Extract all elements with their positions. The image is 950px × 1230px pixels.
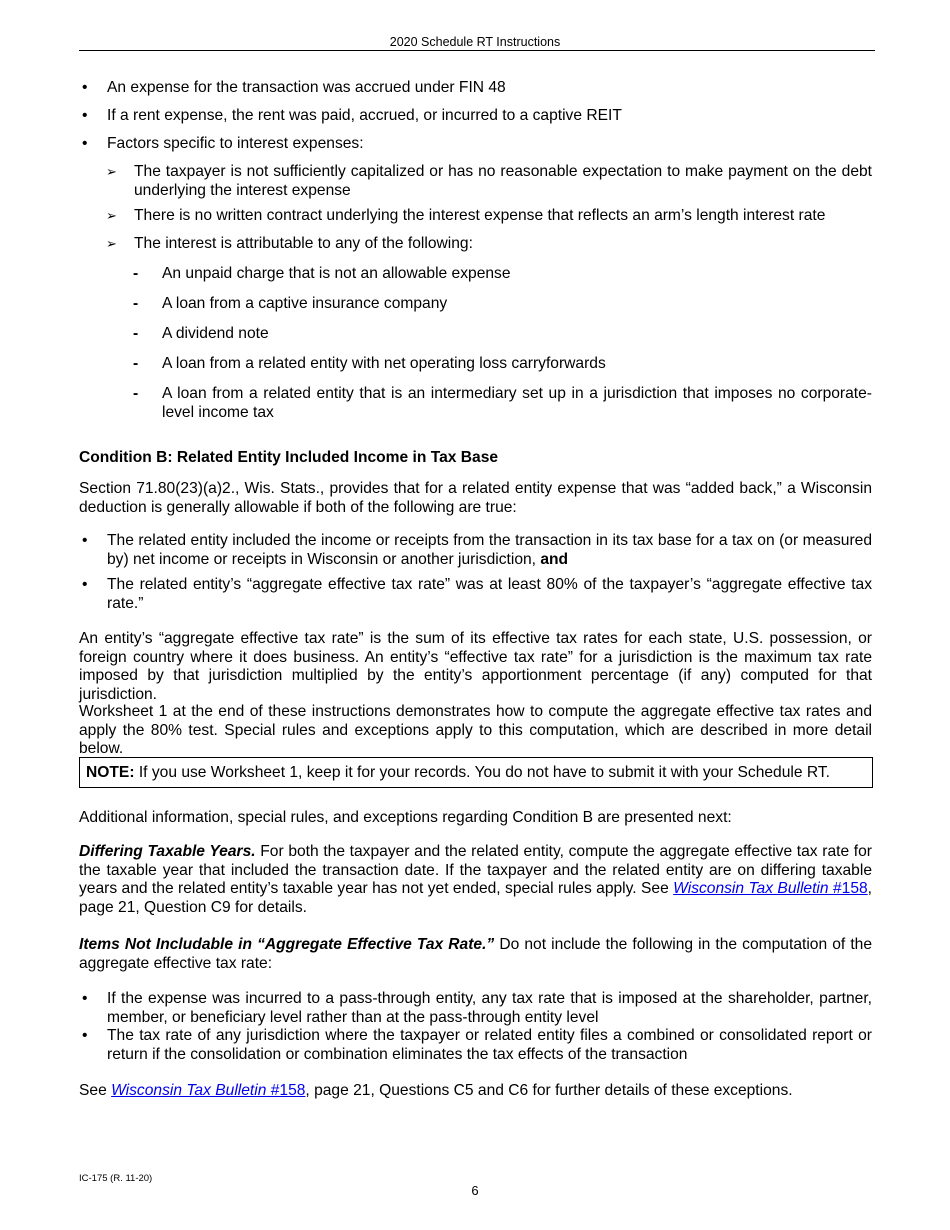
paragraph-rate: An entity’s “aggregate effective tax rate” is the sum of its effective tax rates for each state, U.S. possession, or foreign country where it does business. An entity’s “effective tax rate” for a jurisdiction is the maximum tax rate imposed by that jurisdiction multiplied by the entity’s apportionment percentage (if any) computed for that jurisdiction. (79, 630, 872, 703)
paragraph-text: , page 21, Question C9 for details. (79, 880, 873, 916)
running-header: 2020 Schedule RT Instructions (389, 35, 561, 49)
bullet-icon: • (82, 79, 88, 96)
arrow-item (106, 235, 872, 254)
header-rule (79, 50, 875, 51)
arrow-bullet-icon: ➢ (106, 164, 117, 179)
bullet-item (79, 79, 872, 98)
bullet-text: The tax rate of any jurisdiction where the taxpayer or related entity files a combined or consolidated report or return if the consolidation or combination eliminates the tax effects of the transaction (107, 1027, 872, 1063)
bullet-item (79, 990, 872, 1027)
bullet-icon: • (82, 135, 88, 152)
note-box (79, 757, 873, 788)
form-id: IC-175 (R. 11-20) (79, 1173, 153, 1184)
bullet-text: The related entity’s “aggregate effective tax rate” was at least 80% of the taxpayer’s “aggregate effective tax rate.” (107, 576, 872, 612)
bullet-text: If a rent expense, the rent was paid, accrued, or incurred to a captive REIT (107, 107, 622, 124)
link-number: #158 (828, 880, 868, 898)
arrow-bullet-icon: ➢ (106, 208, 117, 223)
bullet-item (79, 1027, 872, 1064)
bullet-icon: • (82, 107, 88, 124)
arrow-bullet-icon: ➢ (106, 236, 117, 251)
dash-item-text: A loan from a captive insurance company (162, 295, 448, 312)
dash-item-text: A loan from a related entity that is an intermediary set up in a jurisdiction that imposes no corporate-level income tax (162, 385, 872, 421)
bullet-item (79, 576, 872, 613)
arrow-item (106, 163, 872, 200)
bullet-icon: • (82, 1027, 88, 1044)
note-label: NOTE: (86, 764, 135, 781)
dash-item (133, 325, 872, 344)
arrow-item-text: The taxpayer is not sufficiently capitalized or has no reasonable expectation to make payment on the debt underlying the interest expense (134, 163, 872, 199)
paragraph-worksheet: Worksheet 1 at the end of these instructions demonstrates how to compute the aggregate effective tax rates and apply the 80% test. Special rules and exceptions apply to this computation, which are described in more detail below. (79, 703, 872, 758)
page-number: 6 (471, 1183, 479, 1198)
tax-bulletin-link[interactable] (673, 880, 868, 897)
bullet-item (79, 135, 872, 154)
paragraph-text: See (79, 1082, 112, 1099)
dash-item-text: A dividend note (162, 325, 269, 342)
dash-item (133, 295, 872, 314)
dash-bullet-icon: - (133, 295, 139, 312)
tax-bulletin-link[interactable] (111, 1082, 305, 1099)
paragraph-text: Do not include the following in the computation of the aggregate effective tax rate: (79, 936, 873, 972)
arrow-item (106, 207, 872, 226)
paragraph-additional: Additional information, special rules, and exceptions regarding Condition B are presented next: (79, 809, 732, 826)
bullet-icon: • (82, 532, 88, 549)
paragraph-intro: Section 71.80(23)(a)2., Wis. Stats., provides that for a related entity expense that was “added back,” a Wisconsin deduction is generally allowable if both of the following are true: (79, 480, 872, 516)
dash-bullet-icon: - (133, 325, 139, 342)
dash-item (133, 355, 872, 374)
subheading-items-not: Items Not Includable in “Aggregate Effective Tax Rate.” (79, 936, 495, 953)
bullet-icon: • (82, 990, 88, 1007)
paragraph-text: , page 21, Questions C5 and C6 for further details of these exceptions. (305, 1082, 793, 1099)
link-number: #158 (266, 1082, 306, 1099)
paragraph-text: For both the taxpayer and the related entity, compute the aggregate effective tax rate for the taxable year that included the transaction date. If the taxpayer and the related entity are on differing taxable years and the related entity’s taxable year has not yet ended, special rules apply. See (79, 843, 872, 898)
bold-and: and (540, 550, 569, 568)
paragraph-see-also (79, 1082, 872, 1101)
bullet-text: An expense for the transaction was accrued under FIN 48 (107, 79, 506, 96)
dash-item (133, 265, 872, 284)
dash-bullet-icon: - (133, 355, 139, 372)
bullet-item (79, 107, 872, 126)
bullet-item (79, 532, 872, 569)
arrow-item-text: There is no written contract underlying the interest expense that reflects an arm’s length interest rate (134, 207, 826, 224)
note-text: If you use Worksheet 1, keep it for your records. You do not have to submit it with your Schedule RT. (134, 764, 830, 781)
bullet-text-part: The related entity included the income or receipts from the transaction in its tax base for a tax on (or measured by) net income or receipts in Wisconsin or another jurisdiction, (107, 532, 872, 568)
dash-bullet-icon: - (133, 265, 139, 282)
paragraph-items-not (79, 936, 872, 973)
dash-item (133, 385, 872, 422)
dash-item-text: An unpaid charge that is not an allowable expense (162, 265, 511, 282)
dash-item-text: A loan from a related entity with net operating loss carryforwards (162, 355, 606, 372)
bullet-text: Factors specific to interest expenses: (107, 135, 364, 152)
bullet-icon: • (82, 576, 88, 593)
link-text: Wisconsin Tax Bulletin (111, 1082, 267, 1099)
section-heading: Condition B: Related Entity Included Income in Tax Base (79, 449, 499, 466)
dash-bullet-icon: - (133, 385, 139, 402)
subheading-differing: Differing Taxable Years. (79, 843, 256, 860)
link-text: Wisconsin Tax Bulletin (673, 880, 829, 898)
paragraph-differing (79, 843, 872, 917)
bullet-text (107, 532, 872, 569)
arrow-item-text: The interest is attributable to any of the following: (134, 235, 473, 252)
bullet-text: If the expense was incurred to a pass-through entity, any tax rate that is imposed at the shareholder, partner, member, or beneficiary level rather than at the pass-through entity level (107, 990, 872, 1026)
